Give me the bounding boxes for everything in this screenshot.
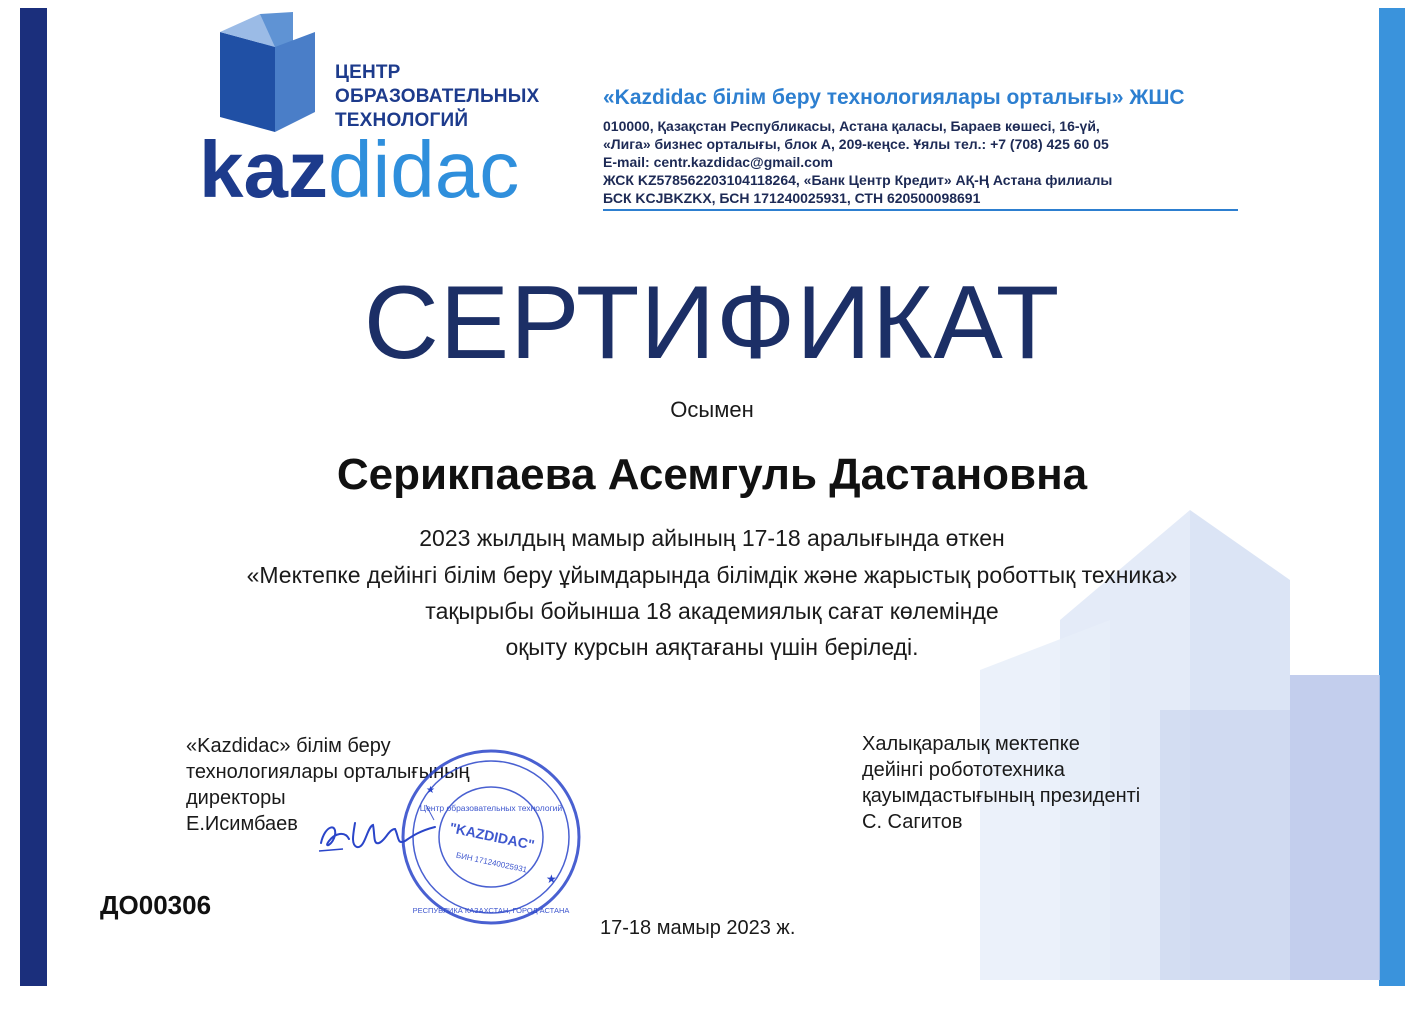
logo-brand-part1: kaz <box>199 125 328 214</box>
logo-text-line3: ТЕХНОЛОГИЙ <box>335 110 469 131</box>
stamp-center-text: "KAZDIDAC" <box>448 819 536 853</box>
certificate-body-line: «Мектепке дейінгі білім беру ұйымдарында білімдік және жарыстық роботтық техника» <box>246 562 1178 588</box>
book-icon <box>215 12 327 137</box>
right-signatory-name: С. Сагитов <box>862 811 963 833</box>
right-signatory-line: дейінгі робототехника <box>862 759 1065 781</box>
right-signatory-line: қауымдастығының президенті <box>862 785 1141 807</box>
organization-address-line2: «Лига» бизнес орталығы, блок А, 209-кеңсе. Ұялы тел.: +7 (708) 425 60 05 <box>603 136 1109 152</box>
right-signatory-line: Халықаралық мектепке <box>862 733 1080 755</box>
stamp-bin: БИН 171240025931 <box>455 850 528 875</box>
left-signatory-line: директоры <box>186 787 286 809</box>
organization-bank-line2: БСК KCJBKZKX, БСН 171240025931, СТН 620500098691 <box>603 190 981 206</box>
certificate-title: СЕРТИФИКАТ <box>363 265 1061 381</box>
header-divider <box>603 209 1238 211</box>
signature-image <box>315 805 445 860</box>
certificate-intro: Осымен <box>670 397 754 422</box>
left-signatory-line: «Kazdidac» білім беру <box>186 735 391 757</box>
logo-brand-part2: didac <box>327 125 520 214</box>
logo-brand <box>199 125 520 214</box>
stamp-outer-text: РЕСПУБЛИКА КАЗАХСТАН, ГОРОД АСТАНА <box>412 906 570 915</box>
organization-name: «Kazdidac білім беру технологиялары орталығы» ЖШС <box>603 86 1185 109</box>
left-signatory-name: Е.Исимбаев <box>186 813 298 835</box>
organization-email: E-mail: centr.kazdidac@gmail.com <box>603 154 833 170</box>
certificate-date: 17-18 мамыр 2023 ж. <box>600 917 796 939</box>
organization-address-line1: 010000, Қазақстан Республикасы, Астана қаласы, Бараев көшесі, 16-үй, <box>603 118 1100 134</box>
star-icon: ★ <box>546 872 557 886</box>
logo-text-line1: ЦЕНТР <box>335 62 401 83</box>
kazdidac-logo <box>195 12 565 217</box>
certificate-number: ДО00306 <box>100 890 212 920</box>
left-signatory-line: технологиялары орталығының <box>186 761 470 783</box>
certificate-body-line: оқыту курсын аяқтағаны үшін беріледі. <box>505 634 919 660</box>
logo-text-line2: ОБРАЗОВАТЕЛЬНЫХ <box>335 86 540 107</box>
star-icon: ★ <box>426 785 435 796</box>
recipient-name: Серикпаева Асемгуль Дастановна <box>336 450 1088 499</box>
certificate-body-line: тақырыбы бойынша 18 академиялық сағат көлемінде <box>425 598 999 624</box>
stamp-inner-text: Центр образовательных технологий <box>419 803 563 813</box>
certificate-body-line: 2023 жылдың мамыр айының 17-18 аралығында өткен <box>419 525 1005 551</box>
organization-bank-line1: ЖСК KZ578562203104118264, «Банк Центр Кредит» АҚ-Ң Астана филиалы <box>603 172 1113 188</box>
